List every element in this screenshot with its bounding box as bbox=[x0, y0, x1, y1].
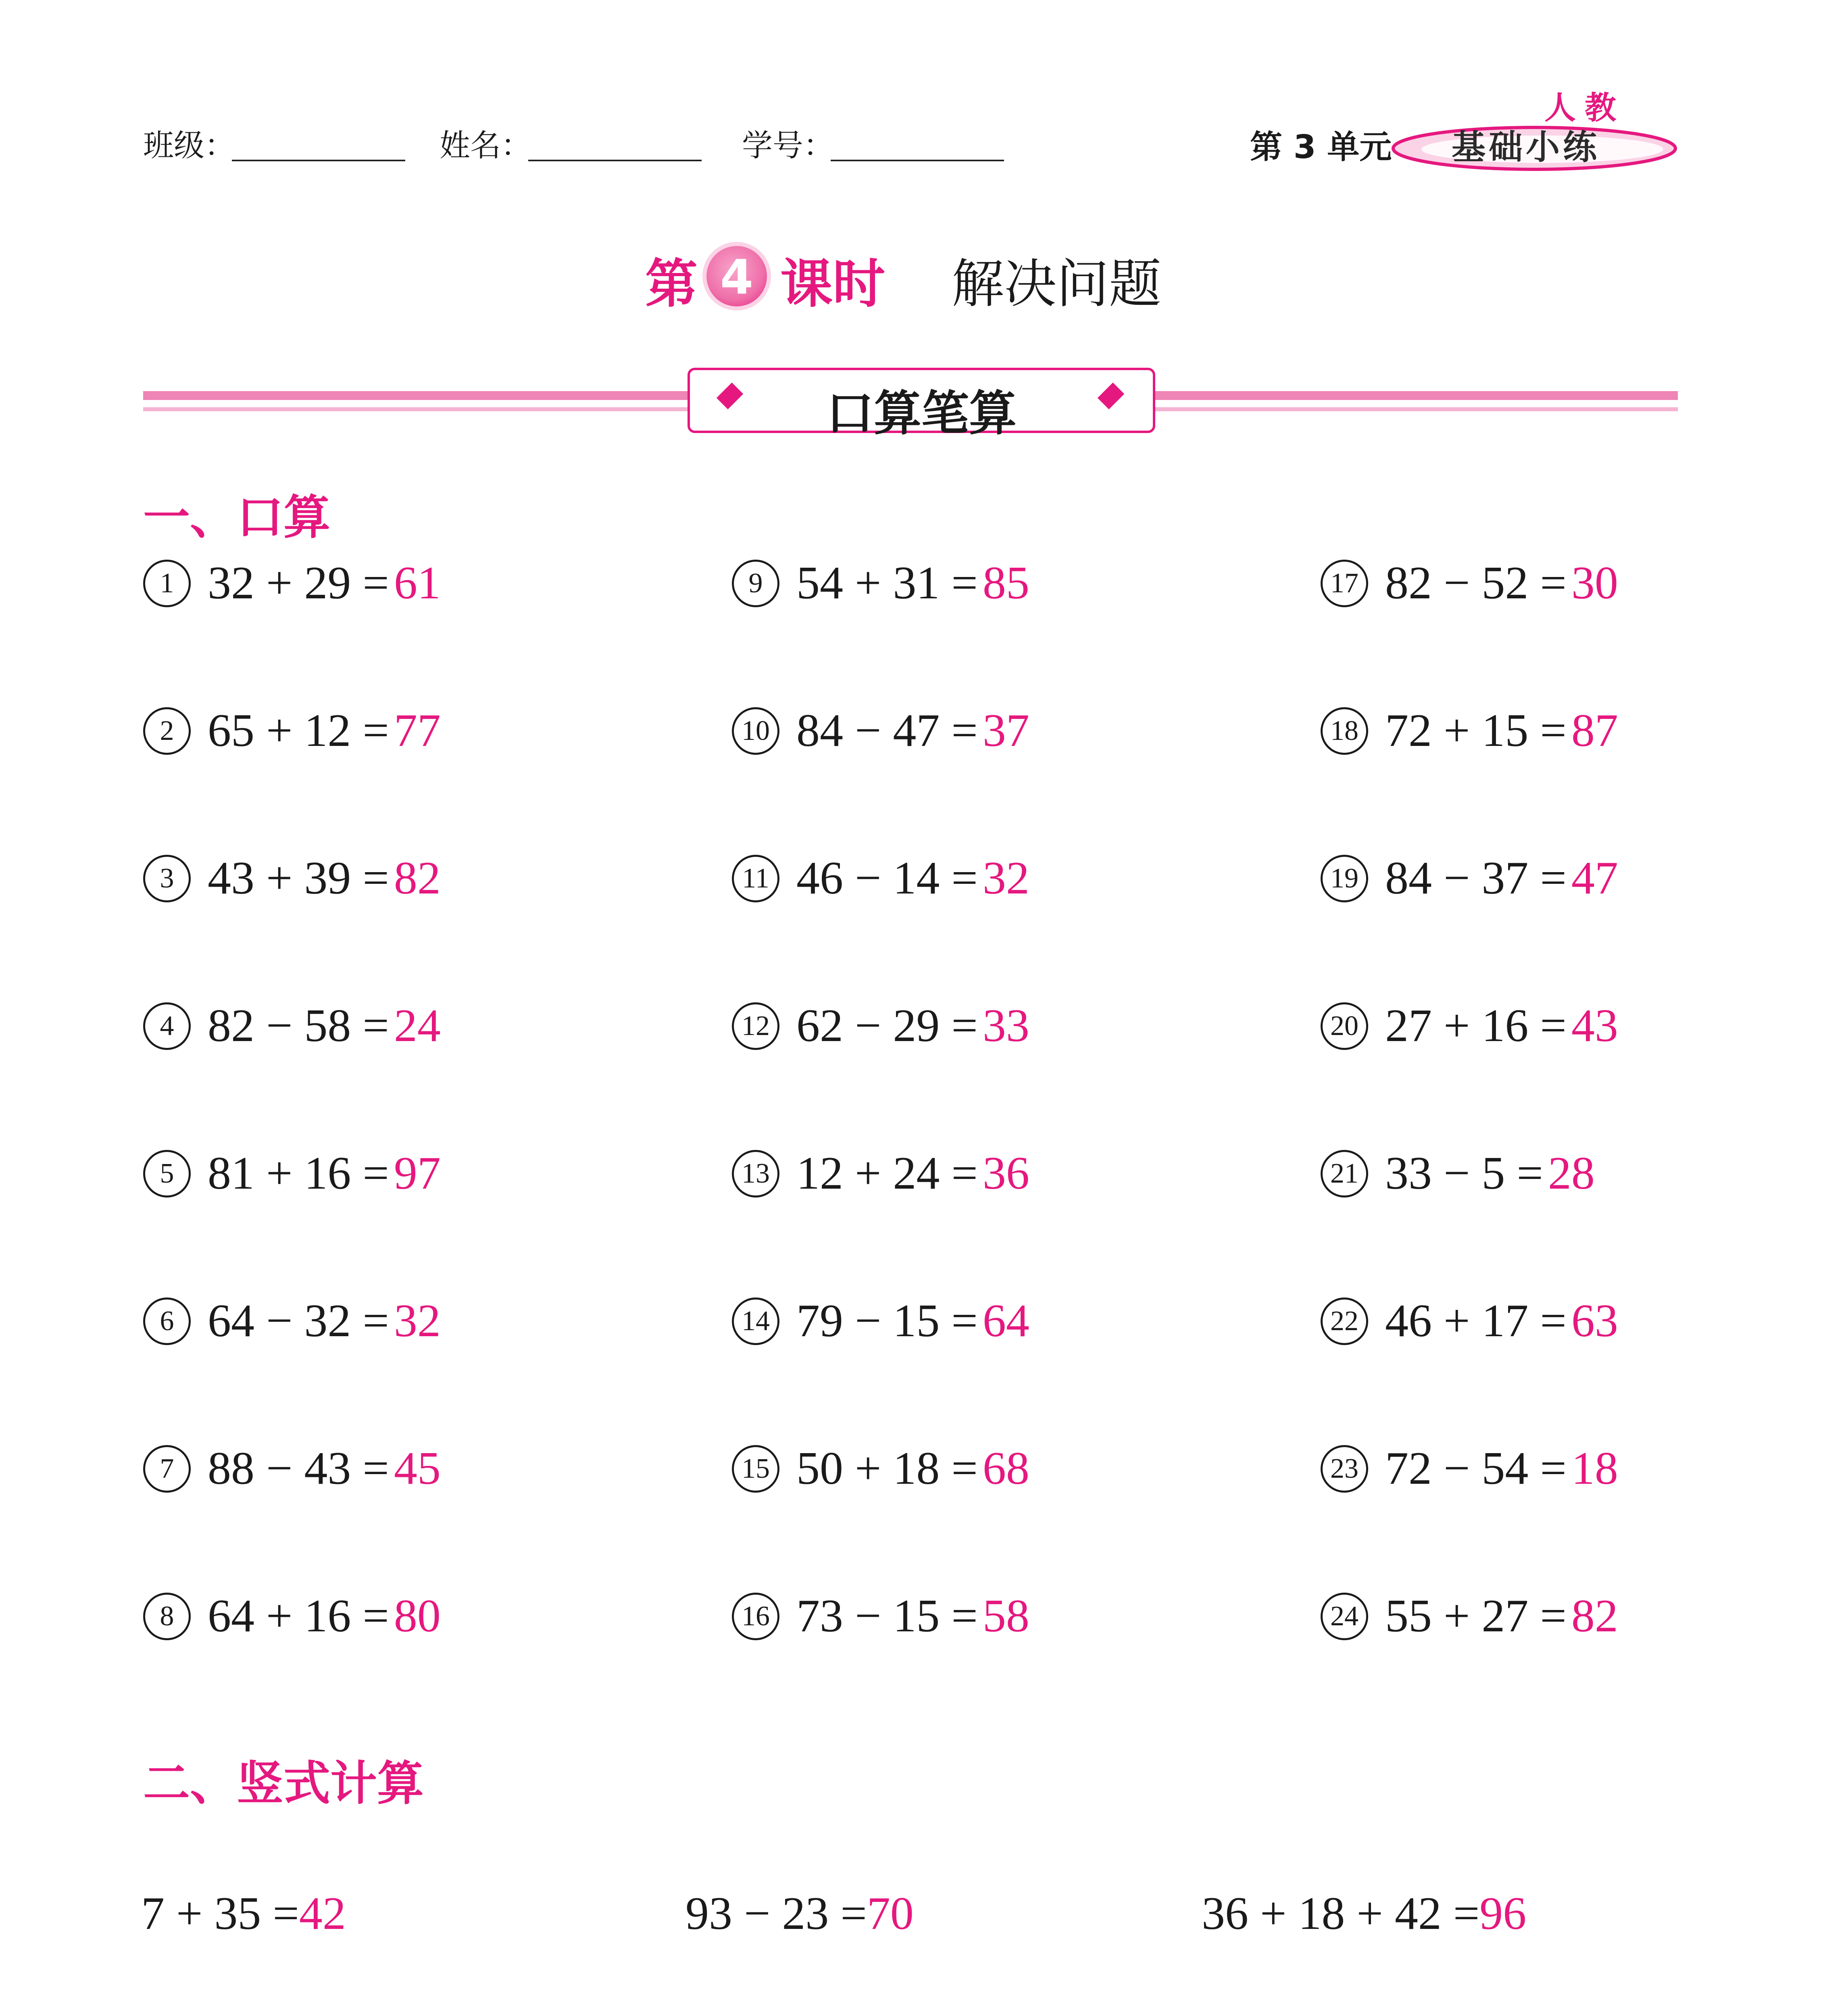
question-number: 21 bbox=[1321, 1150, 1368, 1198]
oral-question bbox=[732, 1589, 1029, 1643]
lesson-topic: 解决问题 bbox=[952, 253, 1162, 314]
vertical-equation-answer: 70 bbox=[867, 1888, 914, 1939]
oral-question bbox=[143, 1442, 441, 1495]
part2-title: 二、竖式计算 bbox=[143, 1756, 424, 1811]
question-number: 2 bbox=[143, 707, 191, 755]
question-number: 14 bbox=[732, 1297, 779, 1345]
question-answer: 28 bbox=[1548, 1148, 1595, 1199]
question-expression: 82 − 58 = bbox=[208, 1000, 389, 1052]
lesson-prefix: 第 bbox=[645, 253, 698, 314]
question-number: 24 bbox=[1321, 1593, 1368, 1640]
question-answer: 18 bbox=[1571, 1443, 1618, 1494]
question-answer: 82 bbox=[394, 852, 441, 904]
question-expression: 62 − 29 = bbox=[796, 1000, 978, 1052]
question-answer: 24 bbox=[394, 1000, 441, 1052]
oral-question bbox=[143, 1589, 441, 1643]
student-id-blank[interactable] bbox=[831, 160, 1004, 161]
oral-question bbox=[143, 556, 441, 610]
question-answer: 37 bbox=[982, 705, 1029, 756]
vertical-equation-answer: 42 bbox=[299, 1888, 346, 1939]
question-answer: 63 bbox=[1571, 1295, 1618, 1347]
oral-question bbox=[732, 999, 1029, 1053]
oral-question bbox=[143, 1294, 441, 1348]
question-answer: 61 bbox=[394, 557, 441, 609]
question-number: 7 bbox=[143, 1445, 191, 1493]
oral-question bbox=[1321, 1589, 1618, 1643]
vertical-equation-answer: 96 bbox=[1479, 1888, 1527, 1939]
question-expression: 84 − 37 = bbox=[1385, 852, 1567, 904]
question-expression: 33 − 5 = bbox=[1385, 1148, 1543, 1199]
oral-question bbox=[1321, 999, 1618, 1053]
question-number: 22 bbox=[1321, 1297, 1368, 1345]
question-number: 3 bbox=[143, 855, 191, 902]
question-expression: 50 + 18 = bbox=[796, 1443, 978, 1494]
question-expression: 73 − 15 = bbox=[796, 1590, 978, 1642]
question-number: 16 bbox=[732, 1593, 779, 1640]
question-answer: 45 bbox=[394, 1443, 441, 1494]
question-expression: 82 − 52 = bbox=[1385, 557, 1567, 609]
name-blank[interactable] bbox=[528, 160, 702, 161]
question-answer: 58 bbox=[982, 1590, 1029, 1642]
oral-question bbox=[732, 852, 1029, 905]
vertical-equation bbox=[141, 1887, 346, 1941]
question-answer: 97 bbox=[394, 1148, 441, 1199]
question-answer: 30 bbox=[1571, 557, 1618, 609]
class-blank[interactable] bbox=[232, 160, 405, 161]
part1-title: 一、口算 bbox=[143, 490, 330, 545]
banner-rule-right bbox=[1155, 391, 1678, 400]
question-expression: 12 + 24 = bbox=[796, 1148, 978, 1199]
question-expression: 55 + 27 = bbox=[1385, 1590, 1567, 1642]
question-expression: 43 + 39 = bbox=[208, 852, 389, 904]
question-number: 11 bbox=[732, 855, 779, 902]
oral-question bbox=[1321, 556, 1618, 610]
unit-label: 第 3 单元 bbox=[1250, 128, 1392, 166]
question-answer: 87 bbox=[1571, 705, 1618, 756]
question-number: 15 bbox=[732, 1445, 779, 1493]
question-expression: 79 − 15 = bbox=[796, 1295, 978, 1347]
question-expression: 46 + 17 = bbox=[1385, 1295, 1567, 1347]
student-id-label: 学号： bbox=[742, 127, 834, 163]
question-number: 1 bbox=[143, 560, 191, 607]
question-number: 4 bbox=[143, 1002, 191, 1050]
question-expression: 64 − 32 = bbox=[208, 1295, 389, 1347]
oral-question bbox=[732, 1442, 1029, 1495]
oral-question bbox=[1321, 1442, 1618, 1495]
question-expression: 88 − 43 = bbox=[208, 1443, 389, 1494]
question-number: 17 bbox=[1321, 560, 1368, 607]
section-banner-title: 口算笔算 bbox=[826, 385, 1017, 441]
question-number: 8 bbox=[143, 1593, 191, 1640]
question-answer: 80 bbox=[394, 1590, 441, 1642]
question-number: 13 bbox=[732, 1150, 779, 1198]
vertical-equation-expr: 7 + 35 = bbox=[141, 1888, 299, 1939]
question-answer: 77 bbox=[394, 705, 441, 756]
oral-question bbox=[143, 999, 441, 1053]
question-expression: 81 + 16 = bbox=[208, 1148, 389, 1199]
brand-series: 基础小练 bbox=[1452, 127, 1600, 167]
question-number: 6 bbox=[143, 1297, 191, 1345]
question-expression: 84 − 47 = bbox=[796, 705, 978, 756]
question-expression: 64 + 16 = bbox=[208, 1590, 389, 1642]
oral-question bbox=[143, 852, 441, 905]
oral-question bbox=[1321, 704, 1618, 758]
question-number: 18 bbox=[1321, 707, 1368, 755]
question-answer: 36 bbox=[982, 1148, 1029, 1199]
question-expression: 27 + 16 = bbox=[1385, 1000, 1567, 1052]
vertical-equation bbox=[1202, 1887, 1526, 1941]
vertical-equation-expr: 36 + 18 + 42 = bbox=[1202, 1888, 1480, 1939]
lesson-suffix: 课时 bbox=[780, 253, 885, 314]
question-expression: 72 + 15 = bbox=[1385, 705, 1567, 756]
banner-rule-right-thin bbox=[1155, 407, 1678, 411]
question-answer: 85 bbox=[982, 557, 1029, 609]
oral-question bbox=[143, 704, 441, 758]
banner-rule-left-thin bbox=[143, 407, 688, 411]
oral-question bbox=[1321, 852, 1618, 905]
question-answer: 32 bbox=[982, 852, 1029, 904]
question-expression: 72 − 54 = bbox=[1385, 1443, 1567, 1494]
question-number: 12 bbox=[732, 1002, 779, 1050]
question-expression: 32 + 29 = bbox=[208, 557, 389, 609]
name-label: 姓名： bbox=[440, 127, 531, 163]
oral-question bbox=[732, 1294, 1029, 1348]
question-expression: 65 + 12 = bbox=[208, 705, 389, 756]
oral-question bbox=[732, 1147, 1029, 1200]
question-number: 23 bbox=[1321, 1445, 1368, 1493]
oral-question bbox=[143, 1147, 441, 1200]
vertical-equation-expr: 93 − 23 = bbox=[685, 1888, 867, 1939]
question-answer: 32 bbox=[394, 1295, 441, 1347]
vertical-equation bbox=[685, 1887, 914, 1941]
question-answer: 43 bbox=[1571, 1000, 1618, 1052]
question-number: 20 bbox=[1321, 1002, 1368, 1050]
class-label: 班级： bbox=[143, 127, 235, 163]
question-answer: 64 bbox=[982, 1295, 1029, 1347]
lesson-number: 4 bbox=[720, 249, 754, 305]
banner-rule-left bbox=[143, 391, 688, 400]
question-expression: 54 + 31 = bbox=[796, 557, 978, 609]
question-number: 9 bbox=[732, 560, 779, 607]
question-number: 10 bbox=[732, 707, 779, 755]
question-answer: 33 bbox=[982, 1000, 1029, 1052]
question-number: 19 bbox=[1321, 855, 1368, 902]
question-answer: 47 bbox=[1571, 852, 1618, 904]
brand-publisher: 人教 bbox=[1544, 90, 1625, 126]
oral-question bbox=[1321, 1294, 1618, 1348]
question-number: 5 bbox=[143, 1150, 191, 1198]
question-answer: 82 bbox=[1571, 1590, 1618, 1642]
question-expression: 46 − 14 = bbox=[796, 852, 978, 904]
oral-question bbox=[732, 704, 1029, 758]
oral-question bbox=[732, 556, 1029, 610]
question-answer: 68 bbox=[982, 1443, 1029, 1494]
oral-question bbox=[1321, 1147, 1595, 1200]
